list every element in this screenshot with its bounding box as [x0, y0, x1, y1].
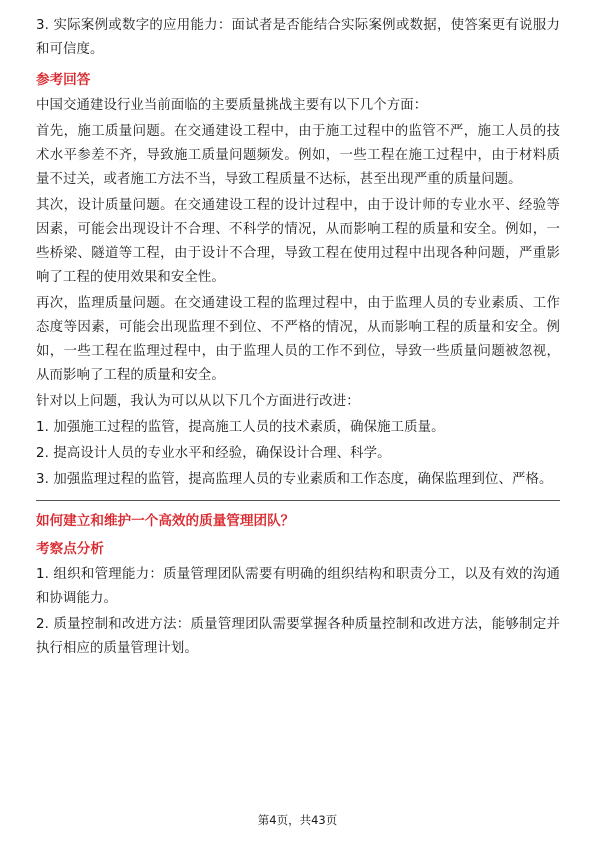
answer-paragraph-design: 其次，设计质量问题。在交通建设工程的设计过程中，由于设计师的专业水平、经验等因素，可能会出现设计不合理、不科学的情况，从而影响工程的质量和安全。例如，一些桥梁、隧道等工程，由于设计不合理，导致工程在使用过程中出现各种问题，严重影响了工程的使用效果和安全性。 — [36, 198, 560, 285]
analysis-heading: 考察点分析 — [36, 541, 104, 557]
analysis-point-1: 1. 组织和管理能力：质量管理团队需要有明确的组织结构和职责分工，以及有效的沟通和协调能力。 — [36, 567, 560, 606]
page-footer: 第4页，共43页 — [257, 813, 338, 827]
evaluation-point-3: 3. 实际案例或数字的应用能力：面试者是否能结合实际案例或数据，使答案更有说服力和可信度。 — [36, 18, 560, 57]
section-divider — [36, 500, 560, 501]
answer-improvement-intro: 针对以上问题，我认为可以从以下几个方面进行改进： — [36, 394, 360, 409]
answer-paragraph-construction: 首先，施工质量问题。在交通建设工程中，由于施工过程中的监管不严，施工人员的技术水平参差不齐，导致施工质量问题频发。例如，一些工程在施工过程中，由于材料质量不过关，或者施工方法不当，导致工程质量不达标，甚至出现严重的质量问题。 — [36, 124, 560, 187]
improvement-item-3: 3. 加强监理过程的监管，提高监理人员的专业素质和工作态度，确保监理到位、严格。 — [36, 472, 553, 487]
question-title: 如何建立和维护一个高效的质量管理团队？ — [36, 513, 295, 529]
reference-answer-heading: 参考回答 — [36, 72, 91, 88]
document-page — [36, 14, 560, 663]
answer-intro: 中国交通建设行业当前面临的主要质量挑战主要有以下几个方面： — [36, 98, 428, 113]
improvement-item-2: 2. 提高设计人员的专业水平和经验，确保设计合理、科学。 — [36, 446, 391, 461]
improvement-item-1: 1. 加强施工过程的监管，提高施工人员的技术素质，确保施工质量。 — [36, 420, 445, 435]
answer-paragraph-supervision: 再次，监理质量问题。在交通建设工程的监理过程中，由于监理人员的专业素质、工作态度等因素，可能会出现监理不到位、不严格的情况，从而影响工程的质量和安全。例如，一些工程在监理过程中，由于监理人员的工作不到位，导致一些质量问题被忽视，从而影响了工程的质量和安全。 — [36, 296, 560, 383]
analysis-point-2: 2. 质量控制和改进方法：质量管理团队需要掌握各种质量控制和改进方法，能够制定并执行相应的质量管理计划。 — [36, 617, 560, 656]
